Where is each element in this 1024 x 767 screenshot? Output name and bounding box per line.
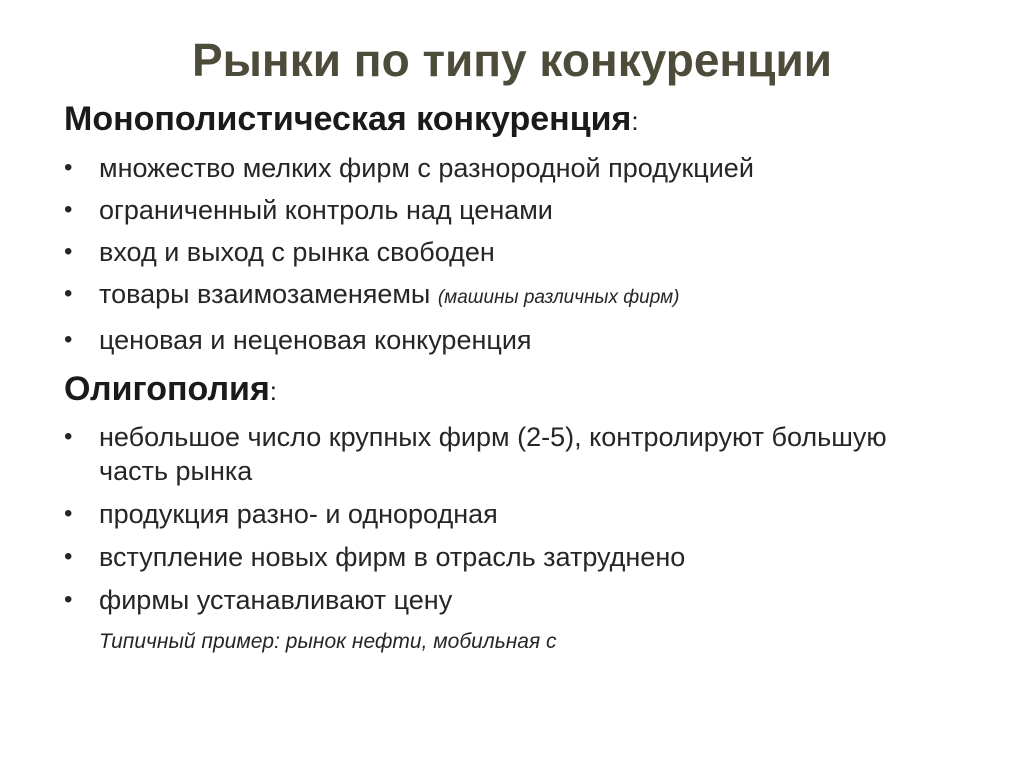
bullet-text: множество мелких фирм с разнородной продукцией	[99, 153, 754, 183]
bullet-text: ценовая и неценовая конкуренция	[99, 325, 532, 355]
bullet-icon: •	[64, 154, 73, 181]
monopolistic-bullet-list	[64, 151, 959, 365]
heading-colon: :	[631, 106, 639, 136]
list-item	[64, 151, 959, 185]
bullet-icon: •	[64, 586, 73, 613]
slide-title: Рынки по типу конкуренции	[191, 34, 833, 86]
bullet-icon: •	[64, 543, 73, 570]
list-item	[64, 497, 959, 531]
bullet-text: ограниченный контроль над ценами	[99, 195, 553, 225]
bullet-icon: •	[64, 196, 73, 223]
bullet-icon: •	[64, 500, 73, 527]
heading-colon: :	[269, 376, 278, 406]
list-item	[64, 277, 959, 315]
list-item	[64, 583, 959, 617]
oligopoly-bullet-list	[64, 420, 959, 626]
bullet-text: товары взаимозаменяемы	[99, 279, 438, 309]
bullet-text: продукция разно- и однородная	[99, 499, 498, 529]
bullet-note: (машины различных фирм)	[437, 287, 680, 308]
bullet-text: фирмы устанавливают цену	[99, 585, 453, 615]
heading-monopolistic-text: Монополистическая конкуренция	[64, 100, 632, 138]
list-item	[64, 323, 959, 357]
list-item	[64, 540, 959, 574]
heading-oligopoly-text: Олигополия	[64, 370, 270, 408]
list-item	[64, 235, 959, 269]
bullet-text: вступление новых фирм в отрасль затруднено	[99, 542, 686, 572]
example-note: Типичный пример: рынок нефти, мобильная с	[99, 630, 557, 653]
list-item	[64, 193, 959, 227]
bullet-icon: •	[64, 238, 73, 265]
heading-oligopoly	[64, 369, 277, 411]
list-item	[64, 420, 959, 488]
bullet-text: небольшое число крупных фирм (2-5), контролируют большую часть рынка	[99, 422, 887, 486]
bullet-icon: •	[64, 280, 73, 307]
bullet-icon: •	[64, 423, 73, 450]
bullet-icon: •	[64, 326, 73, 353]
heading-monopolistic-competition	[64, 99, 639, 141]
bullet-text: вход и выход с рынка свободен	[99, 237, 495, 267]
